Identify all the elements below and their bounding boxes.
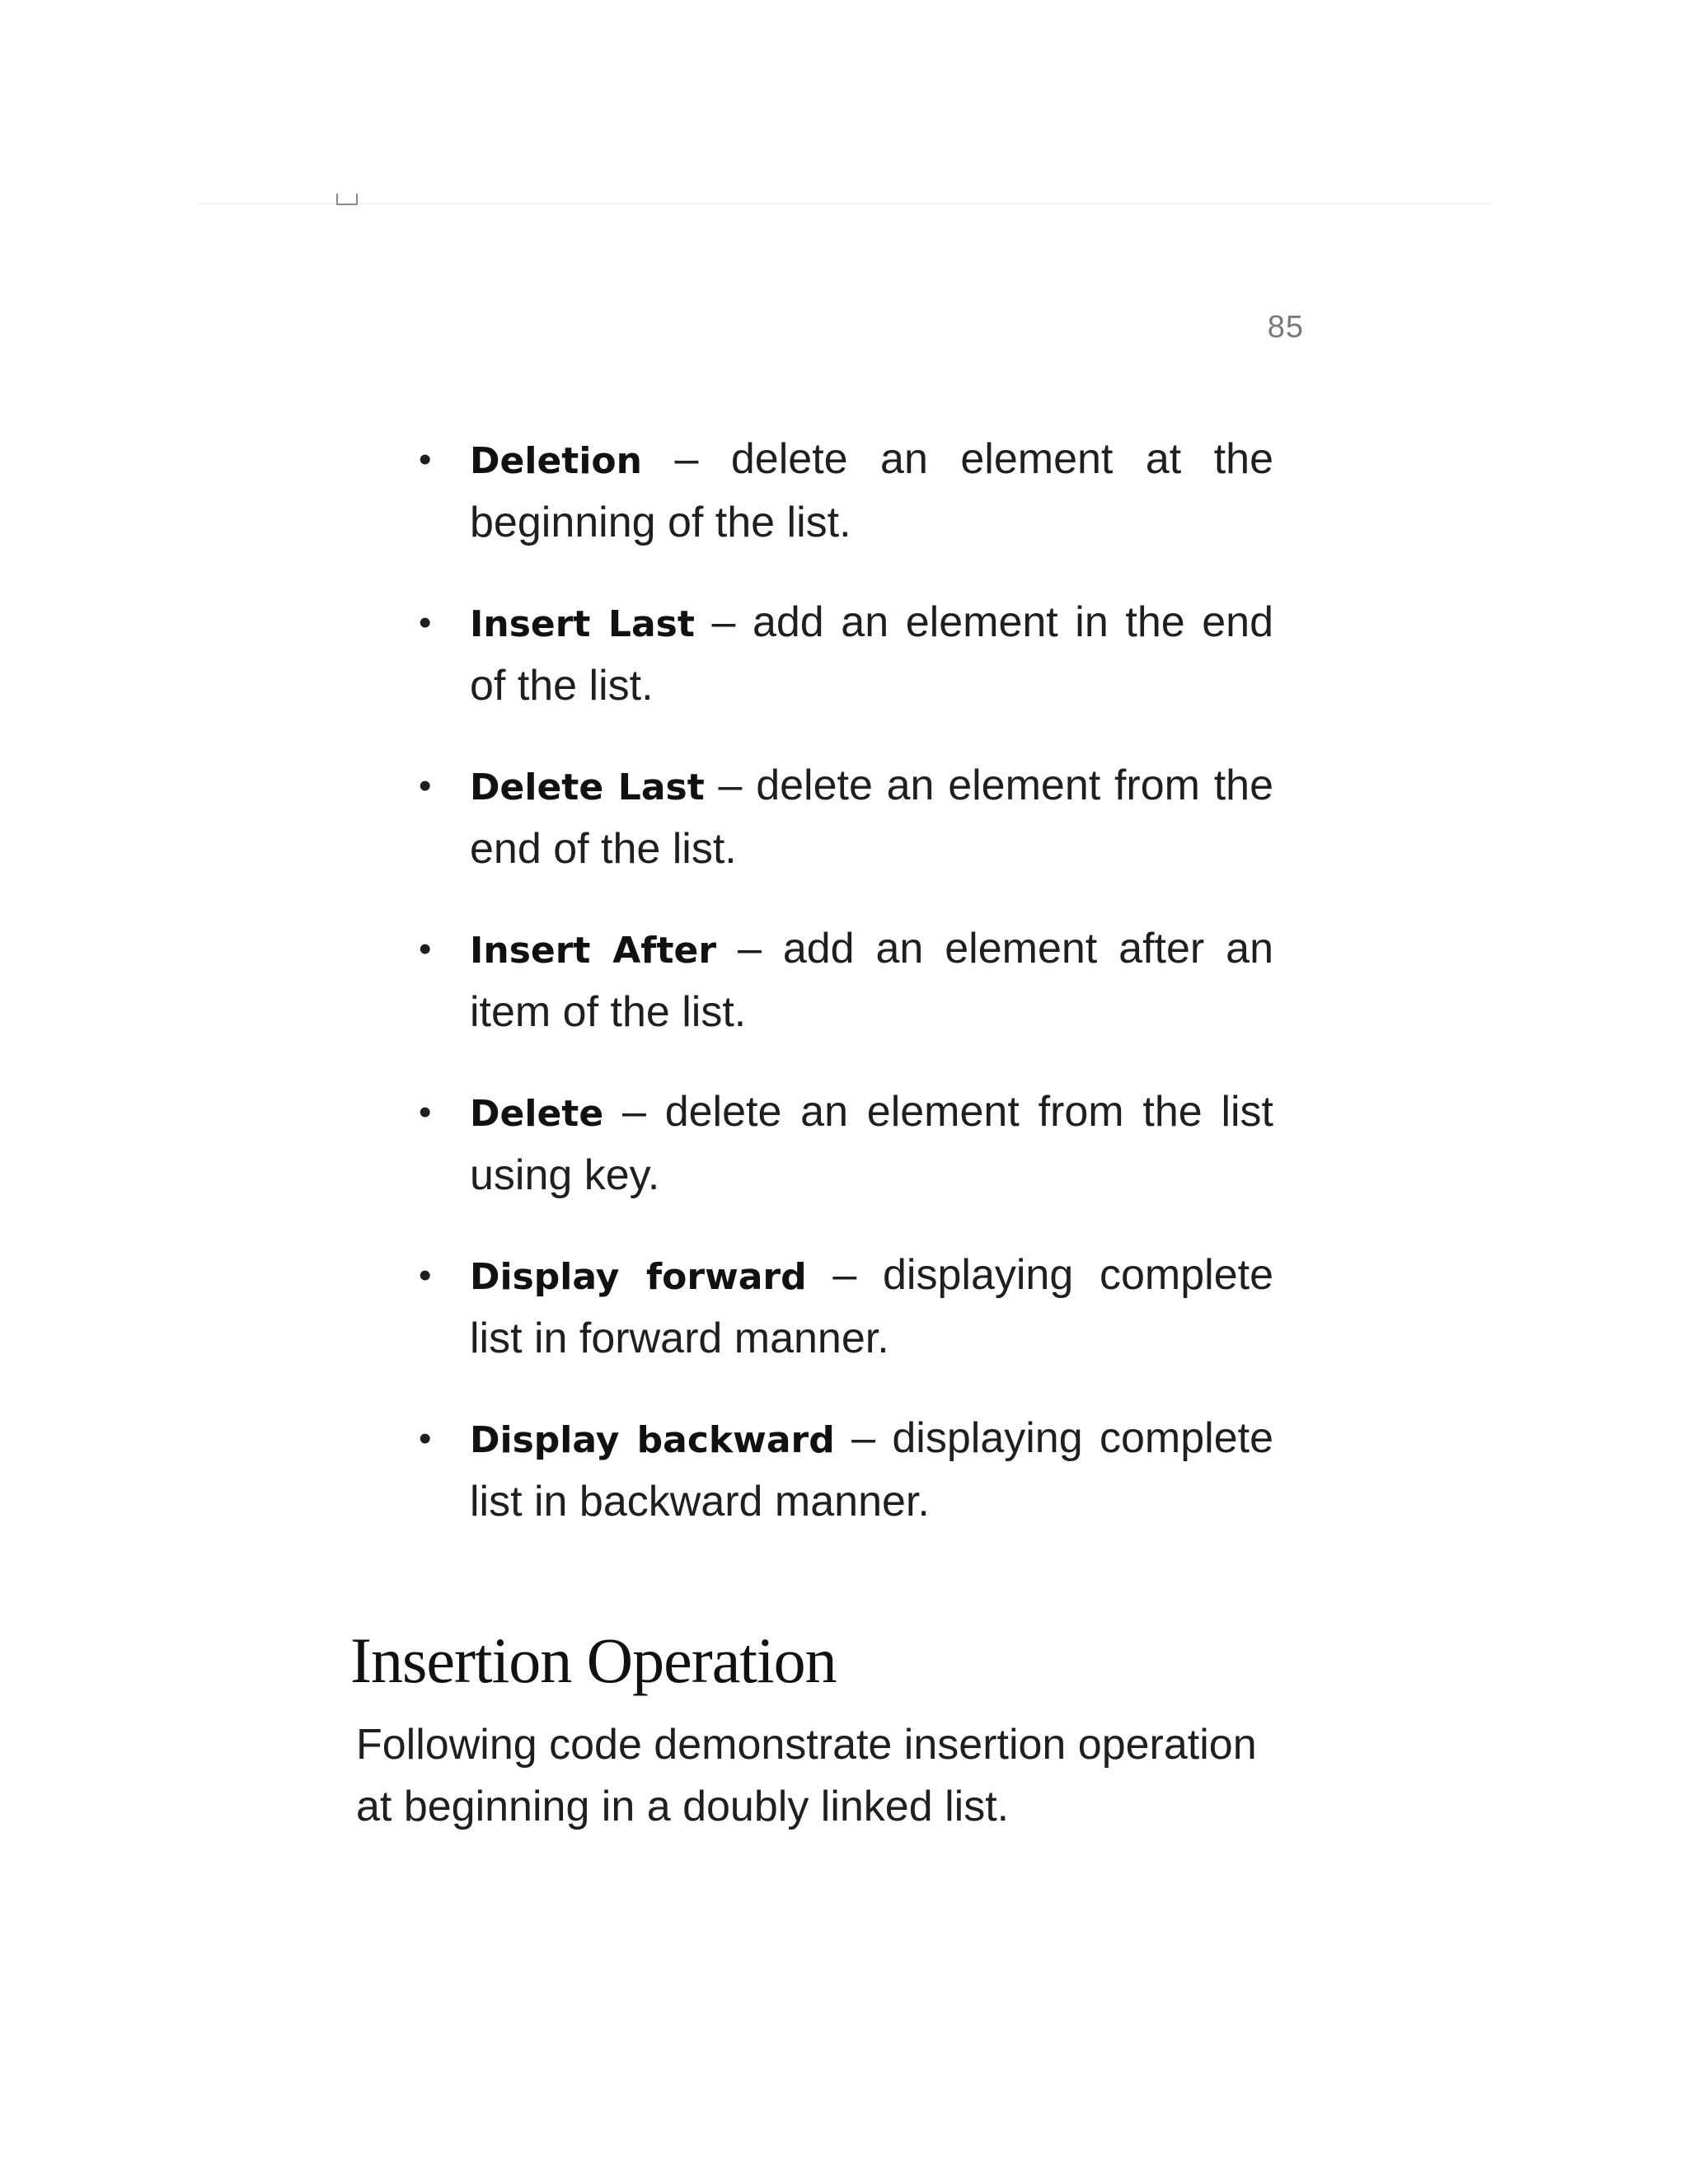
operation-description: delete an element at the beginning of the list.	[470, 435, 1273, 546]
operation-separator: –	[603, 1088, 665, 1136]
page-top-rule	[198, 203, 1492, 204]
operation-description: displaying complete list in backward manner.	[470, 1414, 1273, 1526]
section-paragraph: Following code demonstrate insertion operation at beginning in a doubly linked list.	[356, 1721, 1257, 1830]
operation-description: delete an element from the list using key.	[470, 1088, 1273, 1199]
operation-separator: –	[694, 598, 753, 646]
list-item-delete-last	[412, 755, 1273, 880]
list-item-delete	[412, 1081, 1273, 1207]
bullet-icon: •	[419, 1255, 432, 1296]
operation-term: Display backward	[470, 1419, 835, 1461]
operation-separator: –	[641, 435, 731, 483]
section-heading: Insertion Operation	[350, 1624, 837, 1696]
operations-list	[412, 429, 1273, 1571]
list-item-deletion	[412, 429, 1273, 554]
list-item-display-forward	[412, 1244, 1273, 1370]
operation-term: Insert After	[470, 930, 717, 972]
bullet-icon: •	[419, 1418, 432, 1459]
operation-description: displaying complete list in forward manner.	[470, 1251, 1273, 1362]
operation-description: delete an element from the end of the list.	[470, 762, 1274, 873]
list-item-insert-after	[412, 918, 1273, 1043]
page-number: 85	[1267, 310, 1304, 344]
operation-term: Delete	[470, 1093, 604, 1135]
operation-description: add an element after an item of the list.	[470, 925, 1273, 1036]
operation-description: add an element in the end of the list.	[470, 598, 1273, 710]
operation-separator: –	[704, 762, 757, 809]
operation-term: Deletion	[470, 440, 642, 482]
bullet-icon: •	[419, 929, 432, 969]
operation-term: Display forward	[470, 1256, 807, 1298]
operation-separator: –	[716, 925, 783, 972]
bullet-icon: •	[419, 602, 432, 643]
bullet-icon: •	[419, 439, 432, 480]
operation-term: Insert Last	[470, 603, 695, 645]
operation-separator: –	[806, 1251, 883, 1299]
bullet-icon: •	[419, 1092, 432, 1132]
list-item-display-backward	[412, 1408, 1273, 1533]
operation-separator: –	[834, 1414, 893, 1462]
text-boundary-corner-mark	[336, 194, 358, 205]
operation-term: Delete Last	[470, 766, 705, 808]
list-item-insert-last	[412, 592, 1273, 717]
bullet-icon: •	[419, 766, 432, 806]
